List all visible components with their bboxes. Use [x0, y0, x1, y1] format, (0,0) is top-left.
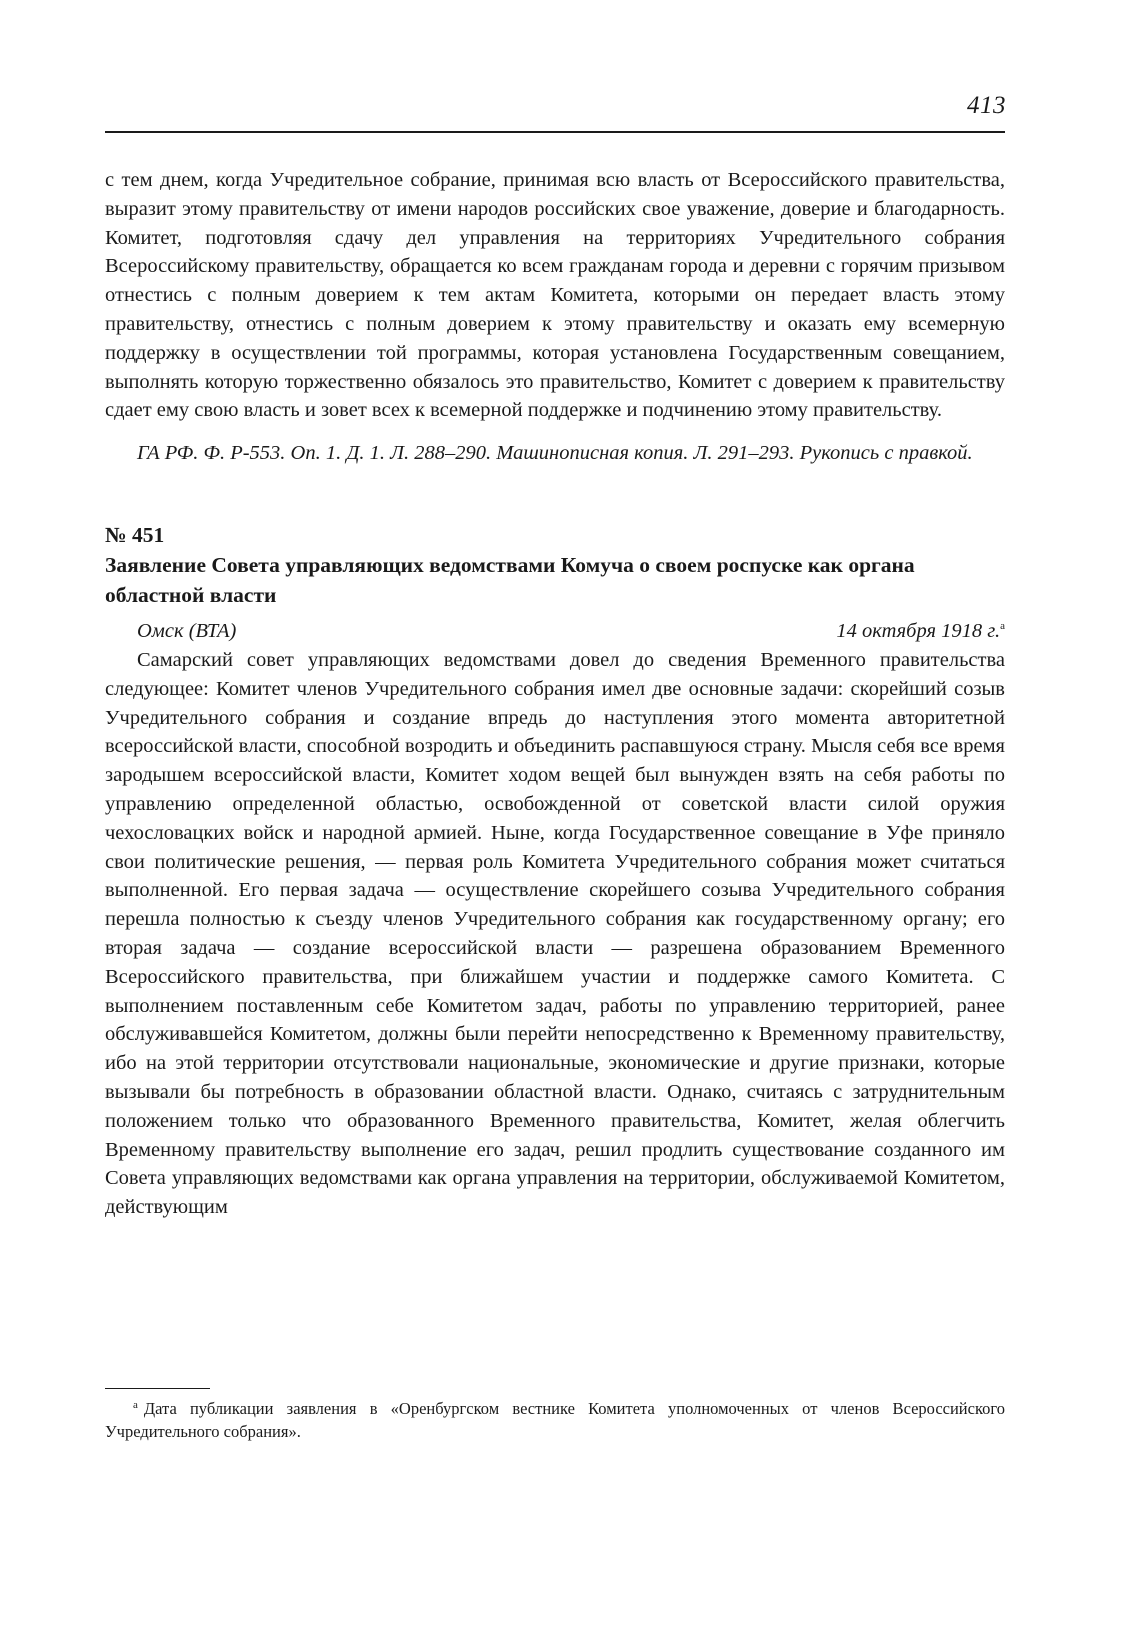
document-title: Заявление Совета управляющих ведомствами Комуча о своем роспуске как органа областной власти: [105, 552, 915, 607]
document-date-wrap: [836, 616, 1005, 646]
document-place: Омск (ВТА): [137, 619, 237, 642]
footnote-marker: а: [133, 1398, 138, 1411]
footnote-text: Дата публикации заявления в «Оренбургском вестнике Комитета уполномоченных от членов Всероссийского Учредительного собрания».: [105, 1399, 1005, 1441]
continuation-paragraph: с тем днем, когда Учредительное собрание, принимая всю власть от Всероссийского правительства, выразит этому правительству от имени народов российских свое уважение, доверие и благодарность. Комитет, подготовляя сдачу дел управления на территориях Учредительного собрания Всероссийскому правительству, обращается ко всем гражданам города и деревни с горячим призывом отнестись с полным доверием к тем актам Комитета, которыми он передает власть этому правительству, отнестись с полным доверием к этому правительству и оказать ему всемерную поддержку в осуществлении той программы, которая установлена Государственным совещанием, выполнять которую торжественно обязалось это правительство, Комитет с доверием к правительству сдает ему свою власть и зовет всех к всемерной поддержке и подчинению этому правительству.: [105, 169, 1005, 422]
date-footnote-marker: а: [1000, 620, 1005, 633]
footnote: [105, 1397, 1005, 1443]
header-rule: [105, 131, 1005, 133]
document-date: 14 октября 1918 г.: [836, 619, 1001, 642]
document-number: № 451: [105, 522, 165, 547]
archival-source: ГА РФ. Ф. Р-553. Оп. 1. Д. 1. Л. 288–290. Машинописная копия. Л. 291–293. Рукопись с правкой.: [137, 442, 973, 465]
document-meta: [105, 616, 1005, 646]
document-body: Самарский совет управляющих ведомствами довел до сведения Временного правительства следующее: Комитет членов Учредительного собрания имел две основные задачи: скорейший созыв Учредительного собрания и создание впредь до наступления этого момента авторитетной всероссийской власти, способной возродить и объединить распавшуюся страну. Мысля себя все время зародышем всероссийской власти, Комитет ходом вещей был вынужден взять на себя работы по управлению определенной областью, освобожденной от советской власти силой оружия чехословацких войск и народной армией. Ныне, когда Государственное совещание в Уфе приняло свои политические решения, — первая роль Комитета Учредительного собрания может считаться выполненной. Его первая задача — осуществление скорейшего созыва Учредительного собрания перешла полностью к съезду членов Учредительного собрания как государственному органу; его вторая задача — создание всероссийской власти — разрешена образованием Временного Всероссийского правительства, при ближайшем участии и поддержке самого Комитета. С выполнением поставленным себе Комитетом задач, работы по управлению территорией, ранее обслуживавшейся Комитетом, должны были перейти непосредственно к Временному правительству, ибо на этой территории отсутствовали национальные, экономические и другие признаки, которые вызывали бы потребность в образовании областной власти. Однако, считаясь с затруднительным положением только что образованного Временного правительства, Комитет, желая облегчить Временному правительству выполнение его задач, решил продлить существование созданного им Совета управляющих ведомствами как органа управления на территории, обслуживаемой Комитетом, действующим: [105, 648, 1005, 1219]
page-number: 413: [967, 92, 1006, 119]
footnote-rule: [105, 1388, 210, 1389]
main-content: [105, 166, 1005, 1222]
